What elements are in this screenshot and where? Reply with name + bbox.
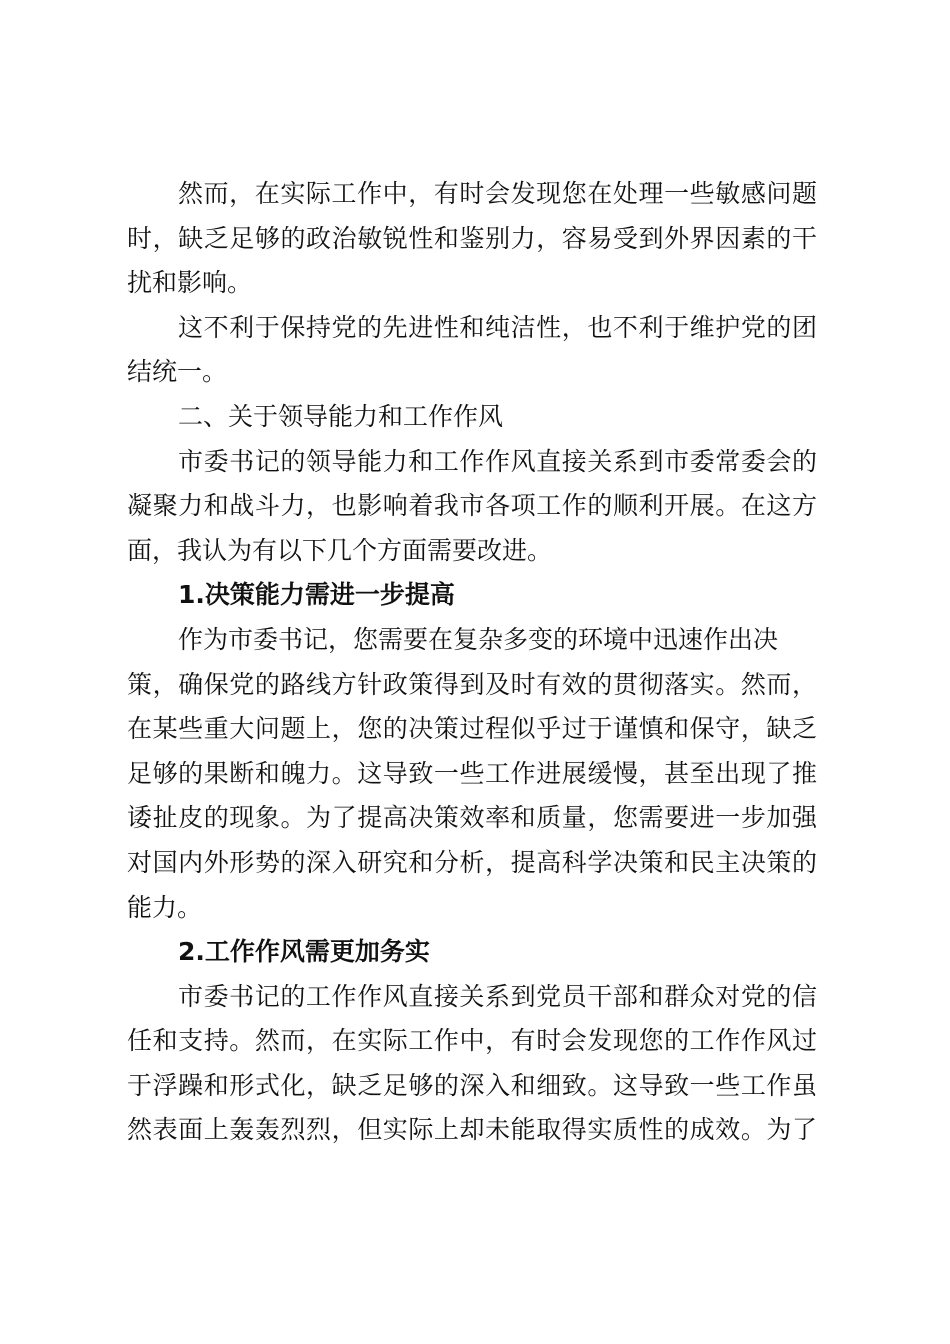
paragraph-line: 时，缺乏足够的政治敏锐性和鉴别力，容易受到外界因素的干 <box>127 223 817 253</box>
paragraph-line: 然表面上轰轰烈烈，但实际上却未能取得实质性的成效。为了 <box>127 1115 817 1145</box>
paragraph-line: 作为市委书记，您需要在复杂多变的环境中迅速作出决 <box>178 624 779 654</box>
subsection-heading: 2.工作作风需更加务实 <box>178 937 430 967</box>
paragraph-line: 面，我认为有以下几个方面需要改进。 <box>127 535 553 565</box>
paragraph-line: 市委书记的工作作风直接关系到党员干部和群众对党的信 <box>178 981 817 1011</box>
paragraph-line: 在某些重大问题上，您的决策过程似乎过于谨慎和保守，缺乏 <box>127 714 817 744</box>
paragraph-line: 任和支持。然而，在实际工作中，有时会发现您的工作作风过 <box>127 1026 817 1056</box>
section-heading: 二、关于领导能力和工作作风 <box>178 401 504 431</box>
subsection-heading: 1.决策能力需进一步提高 <box>178 580 455 610</box>
paragraph-line: 结统一。 <box>127 357 228 387</box>
paragraph-line: 对国内外形势的深入研究和分析，提高科学决策和民主决策的 <box>127 847 817 877</box>
paragraph-line: 市委书记的领导能力和工作作风直接关系到市委常委会的 <box>178 446 817 476</box>
paragraph-line: 策，确保党的路线方针政策得到及时有效的贯彻落实。然而， <box>127 669 817 699</box>
document-page <box>127 172 817 1153</box>
paragraph-line: 扰和影响。 <box>127 268 253 298</box>
paragraph-line: 于浮躁和形式化，缺乏足够的深入和细致。这导致一些工作虽 <box>127 1070 817 1100</box>
paragraph-line: 凝聚力和战斗力，也影响着我市各项工作的顺利开展。在这方 <box>127 491 817 521</box>
paragraph-line: 这不利于保持党的先进性和纯洁性，也不利于维护党的团 <box>178 312 817 342</box>
paragraph-line: 能力。 <box>127 892 203 922</box>
paragraph-line: 足够的果断和魄力。这导致一些工作进展缓慢，甚至出现了推 <box>127 758 817 788</box>
paragraph-line: 然而，在实际工作中，有时会发现您在处理一些敏感问题 <box>178 179 817 208</box>
paragraph-line: 诿扯皮的现象。为了提高决策效率和质量，您需要进一步加强 <box>127 803 817 833</box>
